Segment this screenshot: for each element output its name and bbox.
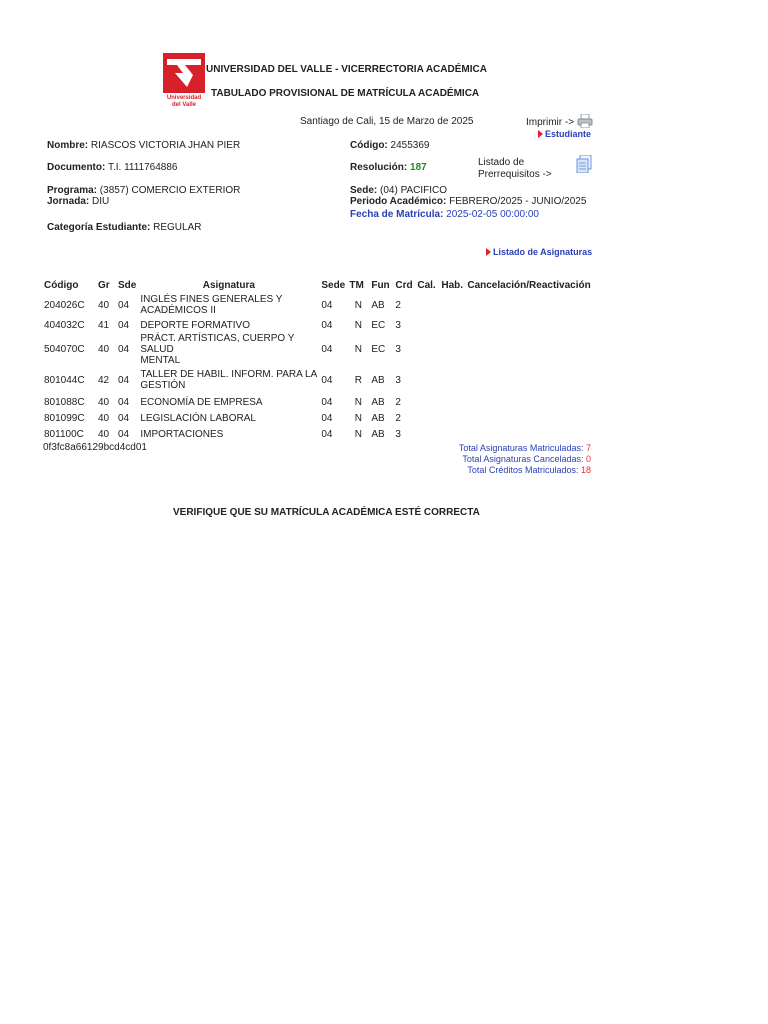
col-tm: TM	[349, 279, 364, 291]
total-canceladas: Total Asignaturas Canceladas: 0	[462, 454, 591, 464]
documento-field: Documento: T.I. 1111764886	[47, 162, 178, 173]
table-row: 801044C 42 04 TALLER DE HABIL. INFORM. PARA LA GESTIÓN 04 R AB 3	[44, 369, 401, 391]
resolucion-field: Resolución: 187	[350, 162, 427, 173]
table-header-row	[42, 277, 593, 293]
printer-icon[interactable]	[577, 114, 593, 128]
categoria-field: Categoría Estudiante: REGULAR	[47, 222, 202, 233]
verification-note: VERIFIQUE QUE SU MATRÍCULA ACADÉMICA ESTÉ CORRECTA	[173, 507, 480, 518]
total-matriculadas: Total Asignaturas Matriculadas: 7	[458, 443, 591, 453]
subjects-table	[42, 277, 593, 442]
col-cancelacion: Cancelación/Reactivación	[467, 279, 591, 291]
prereq-link[interactable]: Listado de Prerrequisitos ->	[478, 157, 552, 180]
arrow-right-icon	[538, 130, 543, 138]
logo-text: Universidad del Valle	[166, 95, 202, 108]
arrow-right-icon	[486, 248, 491, 256]
programa-field: Programa: (3857) COMERCIO EXTERIOR	[47, 185, 241, 196]
col-hab: Hab.	[441, 279, 464, 291]
university-logo	[163, 53, 205, 111]
university-title: UNIVERSIDAD DEL VALLE - VICERRECTORIA ACADÉMICA	[206, 64, 487, 75]
table-row: 204026C 40 04 INGLÉS FINES GENERALES Y ACADÉMICOS II 04 N AB 2	[44, 294, 401, 316]
logo-mark	[163, 53, 205, 93]
sede-field: Sede: (04) PACIFICO	[350, 185, 448, 196]
table-row: 801088C 40 04 ECONOMÍA DE EMPRESA 04 N AB 2	[44, 396, 401, 408]
table-row: 801099C 40 04 LEGISLACIÓN LABORAL 04 N AB 2	[44, 412, 401, 424]
print-link[interactable]: Imprimir ->	[526, 114, 593, 128]
col-asignatura: Asignatura	[202, 279, 255, 291]
document-icon[interactable]	[576, 155, 592, 173]
document-title: TABULADO PROVISIONAL DE MATRÍCULA ACADÉMICA	[211, 88, 480, 99]
col-gr: Gr	[98, 279, 110, 291]
jornada-field: Jornada: DIU	[47, 196, 110, 207]
col-sede: Sede	[321, 279, 346, 291]
nombre-field: Nombre: RIASCOS VICTORIA JHAN PIER	[47, 140, 241, 151]
codigo-field: Código: 2455369	[350, 140, 430, 151]
periodo-field: Periodo Académico: FEBRERO/2025 - JUNIO/2025	[350, 196, 587, 207]
table-row: 404032C 41 04 DEPORTE FORMATIVO 04 N EC 3	[44, 319, 401, 331]
col-crd: Crd	[395, 279, 413, 291]
student-link[interactable]: Estudiante	[538, 129, 591, 139]
total-creditos: Total Créditos Matriculados: 18	[467, 465, 591, 475]
table-row: 801100C 40 04 IMPORTACIONES 04 N AB 3	[44, 428, 401, 440]
date-line: Santiago de Cali, 15 de Marzo de 2025	[300, 116, 474, 127]
listado-asignaturas-link[interactable]: Listado de Asignaturas	[486, 247, 592, 257]
verification-hash: 0f3fc8a66129bcd4cd01	[43, 442, 147, 453]
table-row: 504070C 40 04 PRÁCT. ARTÍSTICAS, CUERPO Y SALUD MENTAL 04 N EC 3	[44, 333, 401, 366]
fecha-field: Fecha de Matrícula: 2025-02-05 00:00:00	[350, 209, 539, 220]
col-fun: Fun	[371, 279, 390, 291]
col-codigo: Código	[44, 279, 79, 291]
col-sde: Sde	[118, 279, 137, 291]
col-cal: Cal.	[417, 279, 436, 291]
